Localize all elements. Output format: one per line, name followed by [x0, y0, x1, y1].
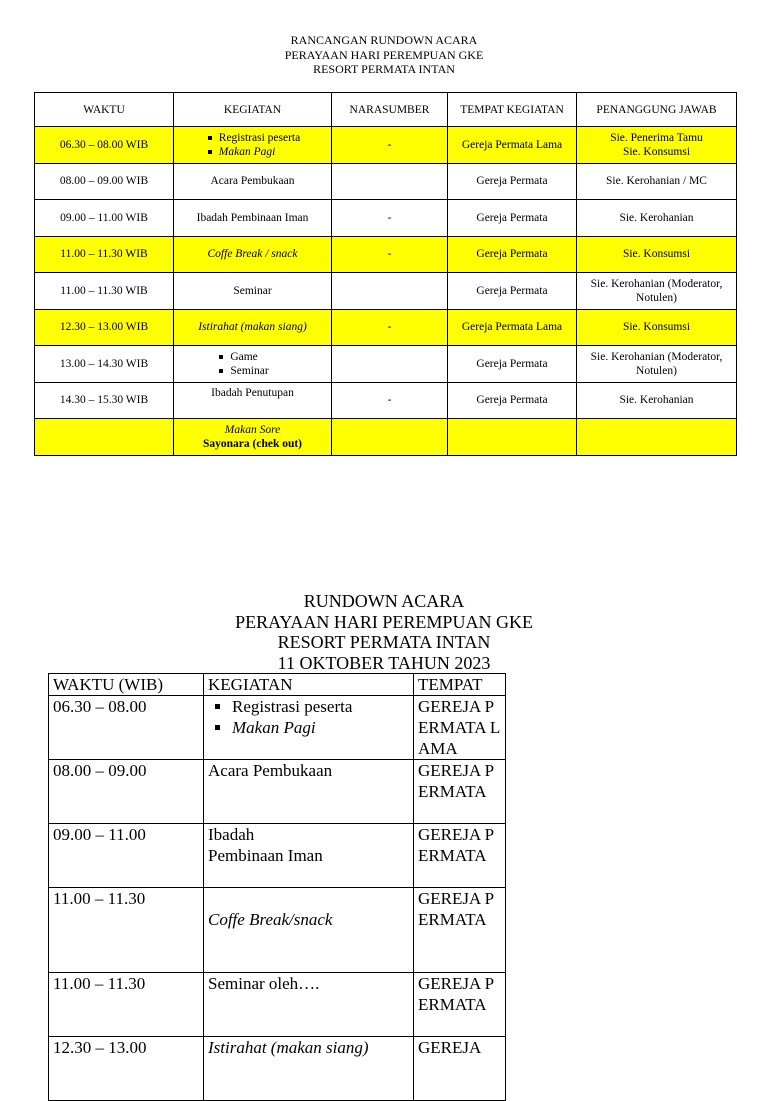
cell-waktu: 06.30 – 08.00 — [49, 696, 204, 760]
doc1-title — [0, 33, 768, 77]
cell-tempat: GEREJA PERMATA — [414, 760, 506, 824]
cell-kegiatan: Istirahat (makan siang) — [204, 1037, 414, 1101]
cell-kegiatan: Coffe Break / snack — [174, 236, 332, 273]
header-waktu: WAKTU (WIB) — [49, 674, 204, 696]
kegiatan-list — [205, 131, 300, 159]
cell-waktu: 09.00 – 11.00 — [49, 824, 204, 888]
cell-pj: Sie. Konsumsi — [577, 309, 737, 346]
table-header-row — [49, 674, 506, 696]
cell-pj: Sie. Penerima Tamu Sie. Konsumsi — [577, 127, 737, 164]
cell-waktu: 12.30 – 13.00 WIB — [35, 309, 174, 346]
cell-waktu: 09.00 – 11.00 WIB — [35, 200, 174, 237]
header-tempat: TEMPAT KEGIATAN — [448, 93, 577, 127]
doc1-title-line: RESORT PERMATA INTAN — [313, 62, 455, 76]
table-row — [35, 309, 737, 346]
doc1-title-line: PERAYAAN HARI PEREMPUAN GKE — [284, 47, 484, 62]
cell-kegiatan — [174, 127, 332, 164]
list-item: Registrasi peserta — [208, 696, 409, 717]
cell-kegiatan: Ibadah Penutupan — [174, 382, 332, 419]
list-item: Registrasi peserta — [205, 131, 300, 145]
table-row — [35, 200, 737, 237]
cell-kegiatan: Ibadah Pembinaan Iman — [174, 200, 332, 237]
header-penanggung-jawab: PENANGGUNG JAWAB — [577, 93, 737, 127]
list-item: Makan Pagi — [205, 145, 300, 159]
table-row — [35, 382, 737, 419]
cell-tempat: Gereja Permata — [448, 200, 577, 237]
table-row — [49, 973, 506, 1037]
cell-waktu: 11.00 – 11.30 WIB — [35, 273, 174, 310]
cell-narasumber: - — [332, 127, 448, 164]
table-row — [35, 127, 737, 164]
doc1-title-line: RANCANGAN RUNDOWN ACARA — [290, 33, 478, 47]
list-item: Game — [216, 350, 268, 364]
doc2-title-line: PERAYAAN HARI PEREMPUAN GKE — [235, 611, 533, 632]
cell-pj: Sie. Konsumsi — [577, 236, 737, 273]
header-narasumber: NARASUMBER — [332, 93, 448, 127]
cell-tempat: Gereja Permata — [448, 346, 577, 383]
kegiatan-list — [208, 696, 409, 738]
cell-tempat: GEREJA PERMATA — [414, 824, 506, 888]
cell-kegiatan: Seminar oleh…. — [204, 973, 414, 1037]
cell-waktu: 12.30 – 13.00 — [49, 1037, 204, 1101]
cell-tempat: GEREJA PERMATA — [414, 888, 506, 973]
cell-pj: Sie. Kerohanian (Moderator, Notulen) — [577, 273, 737, 310]
list-item: Seminar — [216, 364, 268, 378]
cell-narasumber: - — [332, 236, 448, 273]
cell-waktu: 11.00 – 11.30 WIB — [35, 236, 174, 273]
doc2-title-line: RUNDOWN ACARA — [303, 591, 465, 611]
table-row — [35, 346, 737, 383]
table-row — [49, 1037, 506, 1101]
cell-waktu: 11.00 – 11.30 — [49, 973, 204, 1037]
cell-waktu: 11.00 – 11.30 — [49, 888, 204, 973]
cell-kegiatan — [174, 346, 332, 383]
cell-narasumber — [332, 273, 448, 310]
cell-kegiatan — [204, 888, 414, 973]
doc1-rundown-table — [34, 92, 737, 456]
cell-tempat: Gereja Permata Lama — [448, 309, 577, 346]
cell-pj — [577, 419, 737, 456]
doc2-rundown-table — [48, 673, 506, 1101]
cell-kegiatan: Ibadah Pembinaan Iman — [204, 824, 414, 888]
list-item: Makan Pagi — [208, 717, 409, 738]
cell-waktu: 08.00 – 09.00 — [49, 760, 204, 824]
cell-narasumber: - — [332, 200, 448, 237]
doc2-title-line: RESORT PERMATA INTAN — [277, 632, 491, 652]
cell-tempat: Gereja Permata — [448, 163, 577, 200]
cell-kegiatan: Acara Pembukaan — [204, 760, 414, 824]
cell-narasumber — [332, 163, 448, 200]
cell-tempat: Gereja Permata — [448, 382, 577, 419]
cell-tempat: Gereja Permata — [448, 273, 577, 310]
table-row — [49, 888, 506, 973]
cell-pj: Sie. Kerohanian — [577, 200, 737, 237]
cell-pj: Sie. Kerohanian — [577, 382, 737, 419]
table-row — [35, 419, 737, 456]
cell-kegiatan — [204, 696, 414, 760]
cell-kegiatan: Istirahat (makan siang) — [174, 309, 332, 346]
cell-tempat: Gereja Permata Lama — [448, 127, 577, 164]
cell-kegiatan: Seminar — [174, 273, 332, 310]
cell-pj: Sie. Kerohanian (Moderator, Notulen) — [577, 346, 737, 383]
table-row — [35, 273, 737, 310]
cell-narasumber — [332, 419, 448, 456]
cell-waktu — [35, 419, 174, 456]
kegiatan-text: Coffe Break/snack — [208, 910, 333, 929]
header-kegiatan: KEGIATAN — [204, 674, 414, 696]
cell-tempat: GEREJA PERMATA — [414, 973, 506, 1037]
cell-narasumber: - — [332, 382, 448, 419]
table-row — [49, 696, 506, 760]
table-row — [49, 824, 506, 888]
cell-waktu: 08.00 – 09.00 WIB — [35, 163, 174, 200]
cell-tempat: GEREJA PERMATA LAMA — [414, 696, 506, 760]
cell-narasumber — [332, 346, 448, 383]
table-header-row — [35, 93, 737, 127]
kegiatan-line: Sayonara (chek out) — [202, 437, 303, 450]
cell-kegiatan: Acara Pembukaan — [174, 163, 332, 200]
cell-waktu: 13.00 – 14.30 WIB — [35, 346, 174, 383]
header-tempat: TEMPAT — [414, 674, 506, 696]
cell-waktu: 06.30 – 08.00 WIB — [35, 127, 174, 164]
doc2-title-line: 11 OKTOBER TAHUN 2023 — [277, 652, 491, 673]
table-row — [35, 236, 737, 273]
table-row — [49, 760, 506, 824]
table-row — [35, 163, 737, 200]
cell-pj: Sie. Kerohanian / MC — [577, 163, 737, 200]
cell-waktu: 14.30 – 15.30 WIB — [35, 382, 174, 419]
cell-tempat: Gereja Permata — [448, 236, 577, 273]
doc2-title — [0, 591, 768, 673]
cell-narasumber: - — [332, 309, 448, 346]
kegiatan-line: Makan Sore — [224, 423, 281, 436]
header-kegiatan: KEGIATAN — [174, 93, 332, 127]
cell-kegiatan — [174, 419, 332, 456]
cell-tempat: GEREJA — [414, 1037, 506, 1101]
header-waktu: WAKTU — [35, 93, 174, 127]
cell-tempat — [448, 419, 577, 456]
kegiatan-list — [216, 350, 268, 378]
